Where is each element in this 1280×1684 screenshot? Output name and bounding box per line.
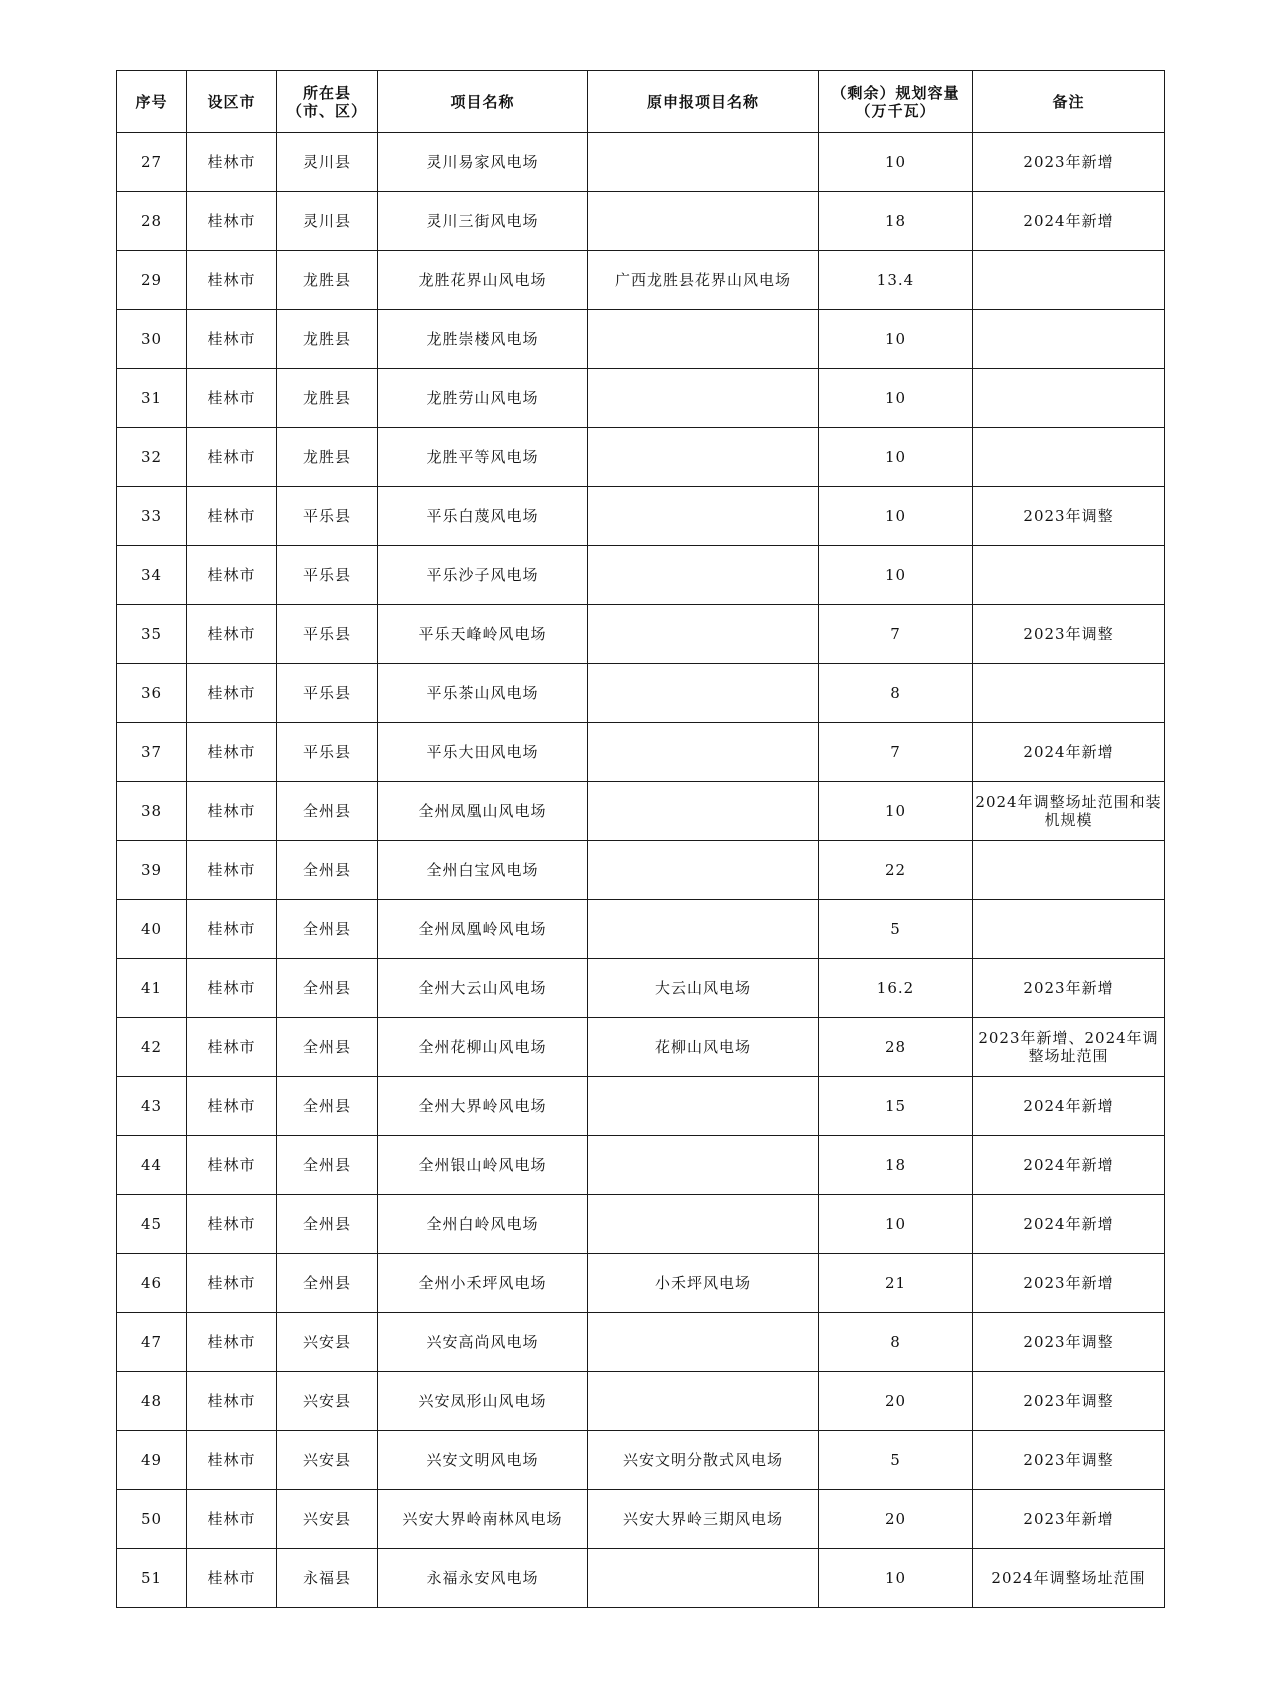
row-capacity: 10 <box>819 782 973 841</box>
row-capacity: 7 <box>819 723 973 782</box>
row-seq: 50 <box>117 1490 187 1549</box>
row-capacity: 10 <box>819 1549 973 1608</box>
row-seq: 46 <box>117 1254 187 1313</box>
row-note: 2024年调整场址范围和装机规模 <box>973 782 1165 841</box>
row-capacity: 8 <box>819 664 973 723</box>
row-seq: 35 <box>117 605 187 664</box>
row-note: 2023年新增 <box>973 1490 1165 1549</box>
row-county: 平乐县 <box>277 546 378 605</box>
header-project-name: 项目名称 <box>378 71 588 133</box>
row-seq: 27 <box>117 133 187 192</box>
row-project-name: 灵川易家风电场 <box>378 133 588 192</box>
row-note <box>973 310 1165 369</box>
row-city: 桂林市 <box>187 900 277 959</box>
row-city: 桂林市 <box>187 1313 277 1372</box>
row-project-name: 龙胜劳山风电场 <box>378 369 588 428</box>
row-county: 全州县 <box>277 1018 378 1077</box>
row-note: 2024年新增 <box>973 1195 1165 1254</box>
wind-project-table <box>116 70 1165 1608</box>
table-row <box>117 900 1165 959</box>
header-city: 设区市 <box>187 71 277 133</box>
row-project-name: 平乐白蔑风电场 <box>378 487 588 546</box>
row-project-name: 平乐天峰岭风电场 <box>378 605 588 664</box>
row-original-name: 小禾坪风电场 <box>588 1254 819 1313</box>
row-city: 桂林市 <box>187 310 277 369</box>
row-city: 桂林市 <box>187 1018 277 1077</box>
row-seq: 43 <box>117 1077 187 1136</box>
row-project-name: 全州大云山风电场 <box>378 959 588 1018</box>
row-city: 桂林市 <box>187 192 277 251</box>
table-row <box>117 1372 1165 1431</box>
table-row <box>117 959 1165 1018</box>
row-city: 桂林市 <box>187 841 277 900</box>
row-note: 2023年调整 <box>973 1431 1165 1490</box>
row-seq: 29 <box>117 251 187 310</box>
row-seq: 44 <box>117 1136 187 1195</box>
row-seq: 48 <box>117 1372 187 1431</box>
row-project-name: 龙胜平等风电场 <box>378 428 588 487</box>
row-city: 桂林市 <box>187 1490 277 1549</box>
table-row <box>117 1490 1165 1549</box>
row-city: 桂林市 <box>187 369 277 428</box>
row-project-name: 永福永安风电场 <box>378 1549 588 1608</box>
row-original-name <box>588 369 819 428</box>
row-seq: 51 <box>117 1549 187 1608</box>
row-seq: 32 <box>117 428 187 487</box>
row-original-name <box>588 1549 819 1608</box>
row-county: 灵川县 <box>277 133 378 192</box>
row-county: 龙胜县 <box>277 310 378 369</box>
table-row <box>117 192 1165 251</box>
row-capacity: 28 <box>819 1018 973 1077</box>
table-row <box>117 310 1165 369</box>
row-seq: 36 <box>117 664 187 723</box>
row-county: 全州县 <box>277 782 378 841</box>
row-city: 桂林市 <box>187 959 277 1018</box>
row-city: 桂林市 <box>187 1077 277 1136</box>
row-city: 桂林市 <box>187 723 277 782</box>
row-county: 龙胜县 <box>277 251 378 310</box>
row-county: 龙胜县 <box>277 369 378 428</box>
row-capacity: 10 <box>819 1195 973 1254</box>
row-note <box>973 841 1165 900</box>
row-seq: 39 <box>117 841 187 900</box>
row-city: 桂林市 <box>187 664 277 723</box>
row-seq: 47 <box>117 1313 187 1372</box>
row-capacity: 22 <box>819 841 973 900</box>
table-body <box>117 133 1165 1608</box>
table-header-row <box>117 71 1165 133</box>
row-seq: 28 <box>117 192 187 251</box>
row-note: 2023年新增 <box>973 1254 1165 1313</box>
table-row <box>117 369 1165 428</box>
row-county: 永福县 <box>277 1549 378 1608</box>
row-seq: 40 <box>117 900 187 959</box>
row-county: 全州县 <box>277 900 378 959</box>
table-row <box>117 841 1165 900</box>
row-original-name: 大云山风电场 <box>588 959 819 1018</box>
row-county: 全州县 <box>277 959 378 1018</box>
table-row <box>117 428 1165 487</box>
row-seq: 30 <box>117 310 187 369</box>
row-county: 兴安县 <box>277 1313 378 1372</box>
table-row <box>117 782 1165 841</box>
row-note: 2023年新增 <box>973 959 1165 1018</box>
row-county: 全州县 <box>277 1195 378 1254</box>
row-project-name: 兴安文明风电场 <box>378 1431 588 1490</box>
row-original-name <box>588 133 819 192</box>
table-row <box>117 1313 1165 1372</box>
row-capacity: 21 <box>819 1254 973 1313</box>
row-county: 全州县 <box>277 1077 378 1136</box>
row-project-name: 平乐沙子风电场 <box>378 546 588 605</box>
table-row <box>117 1254 1165 1313</box>
row-note: 2023年调整 <box>973 1372 1165 1431</box>
row-original-name <box>588 1195 819 1254</box>
row-city: 桂林市 <box>187 133 277 192</box>
table-row <box>117 1018 1165 1077</box>
row-project-name: 兴安高尚风电场 <box>378 1313 588 1372</box>
row-capacity: 20 <box>819 1372 973 1431</box>
table-row <box>117 1136 1165 1195</box>
row-county: 平乐县 <box>277 664 378 723</box>
row-capacity: 16.2 <box>819 959 973 1018</box>
table-row <box>117 1549 1165 1608</box>
row-county: 平乐县 <box>277 487 378 546</box>
row-original-name <box>588 1313 819 1372</box>
row-project-name: 灵川三街风电场 <box>378 192 588 251</box>
row-capacity: 5 <box>819 1431 973 1490</box>
row-city: 桂林市 <box>187 1254 277 1313</box>
row-capacity: 18 <box>819 1136 973 1195</box>
row-county: 兴安县 <box>277 1372 378 1431</box>
row-county: 龙胜县 <box>277 428 378 487</box>
row-city: 桂林市 <box>187 782 277 841</box>
row-project-name: 全州大界岭风电场 <box>378 1077 588 1136</box>
row-original-name <box>588 605 819 664</box>
row-original-name: 兴安文明分散式风电场 <box>588 1431 819 1490</box>
row-capacity: 10 <box>819 546 973 605</box>
row-note <box>973 546 1165 605</box>
row-seq: 38 <box>117 782 187 841</box>
row-note: 2024年新增 <box>973 1136 1165 1195</box>
row-original-name <box>588 900 819 959</box>
row-note: 2024年调整场址范围 <box>973 1549 1165 1608</box>
table-row <box>117 723 1165 782</box>
table-row <box>117 1431 1165 1490</box>
row-capacity: 10 <box>819 369 973 428</box>
table-row <box>117 1195 1165 1254</box>
row-seq: 31 <box>117 369 187 428</box>
row-note: 2024年新增 <box>973 192 1165 251</box>
row-note <box>973 251 1165 310</box>
row-project-name: 全州凤凰山风电场 <box>378 782 588 841</box>
row-original-name: 兴安大界岭三期风电场 <box>588 1490 819 1549</box>
table-row <box>117 664 1165 723</box>
row-seq: 42 <box>117 1018 187 1077</box>
row-original-name <box>588 841 819 900</box>
row-capacity: 10 <box>819 487 973 546</box>
row-note: 2023年调整 <box>973 1313 1165 1372</box>
row-seq: 37 <box>117 723 187 782</box>
row-capacity: 8 <box>819 1313 973 1372</box>
row-original-name <box>588 664 819 723</box>
row-county: 平乐县 <box>277 605 378 664</box>
row-project-name: 龙胜花界山风电场 <box>378 251 588 310</box>
row-note <box>973 369 1165 428</box>
header-seq: 序号 <box>117 71 187 133</box>
row-note: 2023年新增 <box>973 133 1165 192</box>
row-city: 桂林市 <box>187 1372 277 1431</box>
header-capacity: （剩余）规划容量 （万千瓦） <box>819 71 973 133</box>
row-original-name <box>588 428 819 487</box>
row-note: 2023年新增、2024年调整场址范围 <box>973 1018 1165 1077</box>
row-county: 全州县 <box>277 841 378 900</box>
row-project-name: 全州花柳山风电场 <box>378 1018 588 1077</box>
row-note: 2023年调整 <box>973 487 1165 546</box>
row-original-name <box>588 782 819 841</box>
row-county: 平乐县 <box>277 723 378 782</box>
row-county: 全州县 <box>277 1254 378 1313</box>
row-seq: 34 <box>117 546 187 605</box>
row-capacity: 10 <box>819 310 973 369</box>
row-county: 全州县 <box>277 1136 378 1195</box>
row-city: 桂林市 <box>187 605 277 664</box>
row-original-name <box>588 1136 819 1195</box>
row-capacity: 10 <box>819 133 973 192</box>
row-project-name: 全州凤凰岭风电场 <box>378 900 588 959</box>
row-seq: 41 <box>117 959 187 1018</box>
row-original-name <box>588 546 819 605</box>
table-row <box>117 133 1165 192</box>
row-city: 桂林市 <box>187 546 277 605</box>
row-project-name: 兴安大界岭南林风电场 <box>378 1490 588 1549</box>
row-city: 桂林市 <box>187 251 277 310</box>
row-note <box>973 664 1165 723</box>
row-project-name: 全州小禾坪风电场 <box>378 1254 588 1313</box>
row-original-name <box>588 310 819 369</box>
row-project-name: 平乐茶山风电场 <box>378 664 588 723</box>
row-capacity: 5 <box>819 900 973 959</box>
header-county: 所在县 （市、区） <box>277 71 378 133</box>
row-project-name: 兴安凤形山风电场 <box>378 1372 588 1431</box>
row-capacity: 18 <box>819 192 973 251</box>
row-city: 桂林市 <box>187 428 277 487</box>
table-row <box>117 546 1165 605</box>
row-project-name: 全州白宝风电场 <box>378 841 588 900</box>
row-original-name: 广西龙胜县花界山风电场 <box>588 251 819 310</box>
row-city: 桂林市 <box>187 1431 277 1490</box>
row-note: 2024年新增 <box>973 1077 1165 1136</box>
table-row <box>117 1077 1165 1136</box>
row-seq: 49 <box>117 1431 187 1490</box>
table-row <box>117 487 1165 546</box>
row-county: 兴安县 <box>277 1490 378 1549</box>
row-project-name: 平乐大田风电场 <box>378 723 588 782</box>
row-original-name <box>588 192 819 251</box>
row-capacity: 10 <box>819 428 973 487</box>
row-project-name: 全州银山岭风电场 <box>378 1136 588 1195</box>
row-city: 桂林市 <box>187 487 277 546</box>
row-note <box>973 428 1165 487</box>
row-note: 2023年调整 <box>973 605 1165 664</box>
row-project-name: 全州白岭风电场 <box>378 1195 588 1254</box>
header-note: 备注 <box>973 71 1165 133</box>
row-city: 桂林市 <box>187 1195 277 1254</box>
row-note <box>973 900 1165 959</box>
row-city: 桂林市 <box>187 1549 277 1608</box>
row-original-name <box>588 1372 819 1431</box>
row-original-name <box>588 487 819 546</box>
row-seq: 45 <box>117 1195 187 1254</box>
row-original-name <box>588 1077 819 1136</box>
table-row <box>117 251 1165 310</box>
row-capacity: 13.4 <box>819 251 973 310</box>
header-original-name: 原申报项目名称 <box>588 71 819 133</box>
row-capacity: 7 <box>819 605 973 664</box>
row-project-name: 龙胜崇楼风电场 <box>378 310 588 369</box>
table-row <box>117 605 1165 664</box>
row-original-name: 花柳山风电场 <box>588 1018 819 1077</box>
row-county: 灵川县 <box>277 192 378 251</box>
row-city: 桂林市 <box>187 1136 277 1195</box>
row-seq: 33 <box>117 487 187 546</box>
row-note: 2024年新增 <box>973 723 1165 782</box>
row-original-name <box>588 723 819 782</box>
row-capacity: 15 <box>819 1077 973 1136</box>
row-capacity: 20 <box>819 1490 973 1549</box>
row-county: 兴安县 <box>277 1431 378 1490</box>
